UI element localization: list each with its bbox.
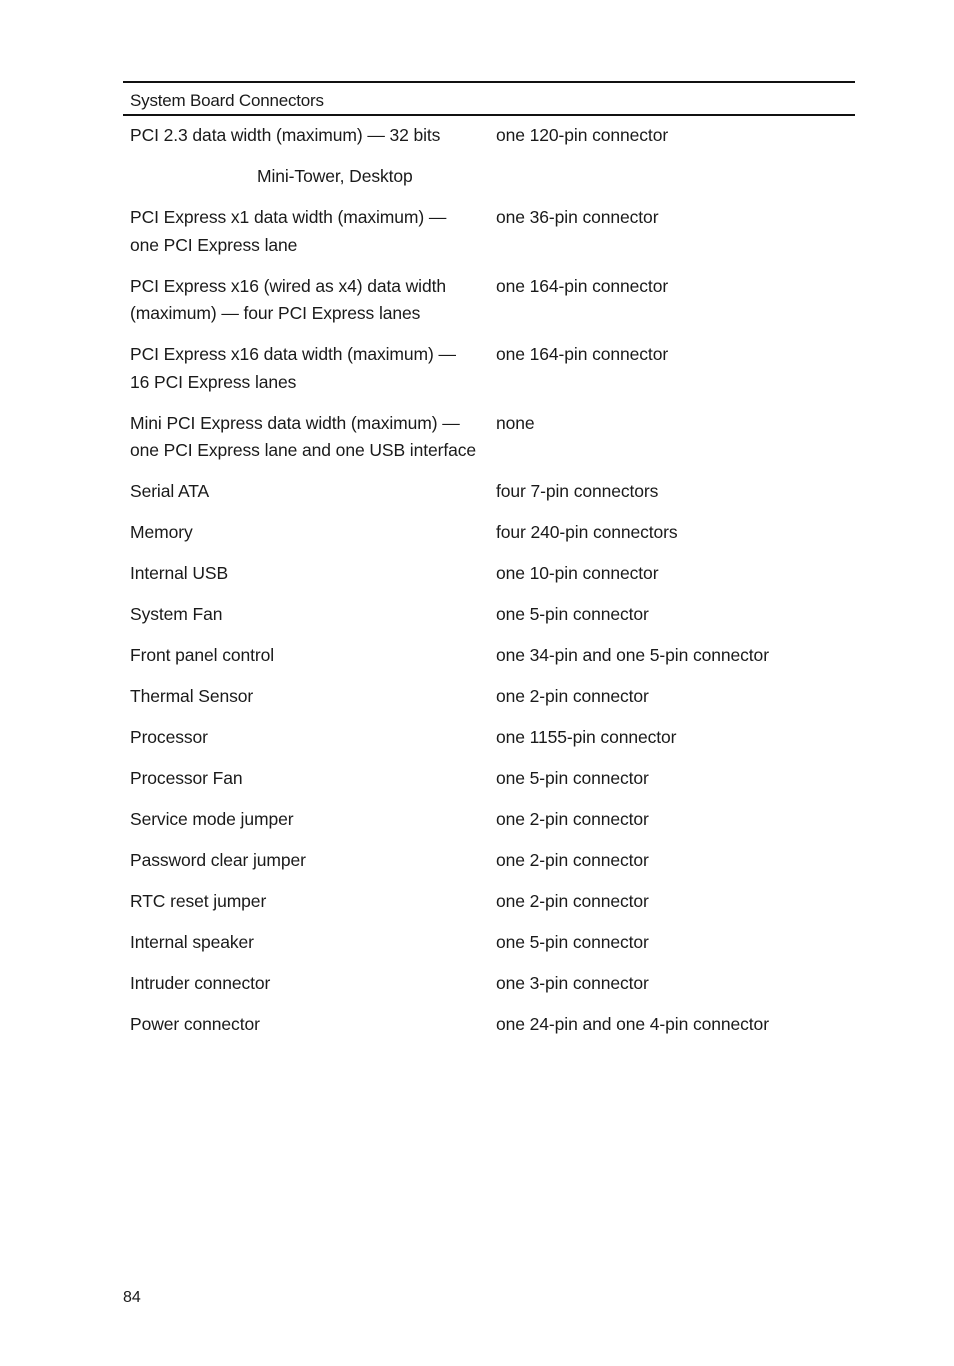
table-row [123, 410, 855, 465]
row-label: Intruder connector [130, 973, 271, 993]
row-value: one 2-pin connector [496, 686, 649, 706]
row-value: one 1155-pin connector [496, 727, 677, 747]
table-row [123, 204, 855, 259]
table-row [123, 560, 855, 588]
table-row [123, 847, 855, 875]
row-value: one 3-pin connector [496, 973, 649, 993]
row-label: Internal USB [130, 563, 229, 583]
row-value: one 2-pin connector [496, 809, 649, 829]
row-value: one 2-pin connector [496, 891, 649, 911]
table-row [123, 888, 855, 916]
table-row [123, 724, 855, 752]
table-row [123, 601, 855, 629]
row-label: PCI 2.3 data width (maximum) — 32 bits [130, 125, 441, 145]
row-label: Processor Fan [130, 768, 243, 788]
page-number: 84 [123, 1289, 141, 1306]
row-value: one 24-pin and one 4-pin connector [496, 1014, 769, 1034]
row-label: Serial ATA [130, 481, 210, 501]
row-value: one 2-pin connector [496, 850, 649, 870]
row-value: one 164-pin connector [496, 344, 669, 364]
table-row [123, 519, 855, 547]
table-row [123, 341, 855, 396]
row-label: PCI Express x16 (wired as x4) data width (maximum) — four PCI Express lanes [130, 275, 446, 323]
table-body [123, 116, 855, 1039]
table-row [123, 163, 855, 191]
table-row [123, 273, 855, 328]
row-label: Front panel control [130, 645, 275, 665]
row-label: RTC reset jumper [130, 891, 267, 911]
row-value: one 5-pin connector [496, 604, 649, 624]
table-row [123, 683, 855, 711]
row-value: one 5-pin connector [496, 768, 649, 788]
row-value: one 10-pin connector [496, 563, 659, 583]
table-header: System Board Connectors [123, 81, 855, 116]
table-row [123, 478, 855, 506]
row-value: one 34-pin and one 5-pin connector [496, 645, 769, 665]
row-label: Password clear jumper [130, 850, 306, 870]
row-label: Power connector [130, 1014, 260, 1034]
row-value: one 36-pin connector [496, 207, 659, 227]
row-value: one 164-pin connector [496, 275, 669, 296]
row-label: PCI Express x1 data width (maximum) — one PCI Express lane [130, 207, 447, 255]
connectors-table [123, 81, 855, 1052]
row-value [489, 163, 855, 191]
row-label: Thermal Sensor [130, 686, 254, 706]
row-value: one 120-pin connector [496, 125, 669, 145]
table-row [123, 765, 855, 793]
row-value: one 5-pin connector [496, 932, 649, 952]
row-label: PCI Express x16 data width (maximum) — 16 PCI Express lanes [130, 344, 456, 392]
table-row [123, 806, 855, 834]
row-value: none [496, 412, 535, 433]
row-label: Mini PCI Express data width (maximum) — one PCI Express lane and one USB interface [130, 412, 477, 460]
row-label: Internal speaker [130, 932, 254, 952]
row-label: Processor [130, 727, 208, 747]
table-row [123, 929, 855, 957]
table-row [123, 970, 855, 998]
row-value: four 7-pin connectors [496, 481, 659, 501]
table-row [123, 642, 855, 670]
row-label: Service mode jumper [130, 809, 294, 829]
row-value: four 240-pin connectors [496, 522, 678, 542]
row-label: System Fan [130, 604, 223, 624]
table-row [123, 122, 855, 150]
row-label: Mini-Tower, Desktop [257, 166, 413, 186]
row-label: Memory [130, 522, 193, 542]
table-row [123, 1011, 855, 1039]
